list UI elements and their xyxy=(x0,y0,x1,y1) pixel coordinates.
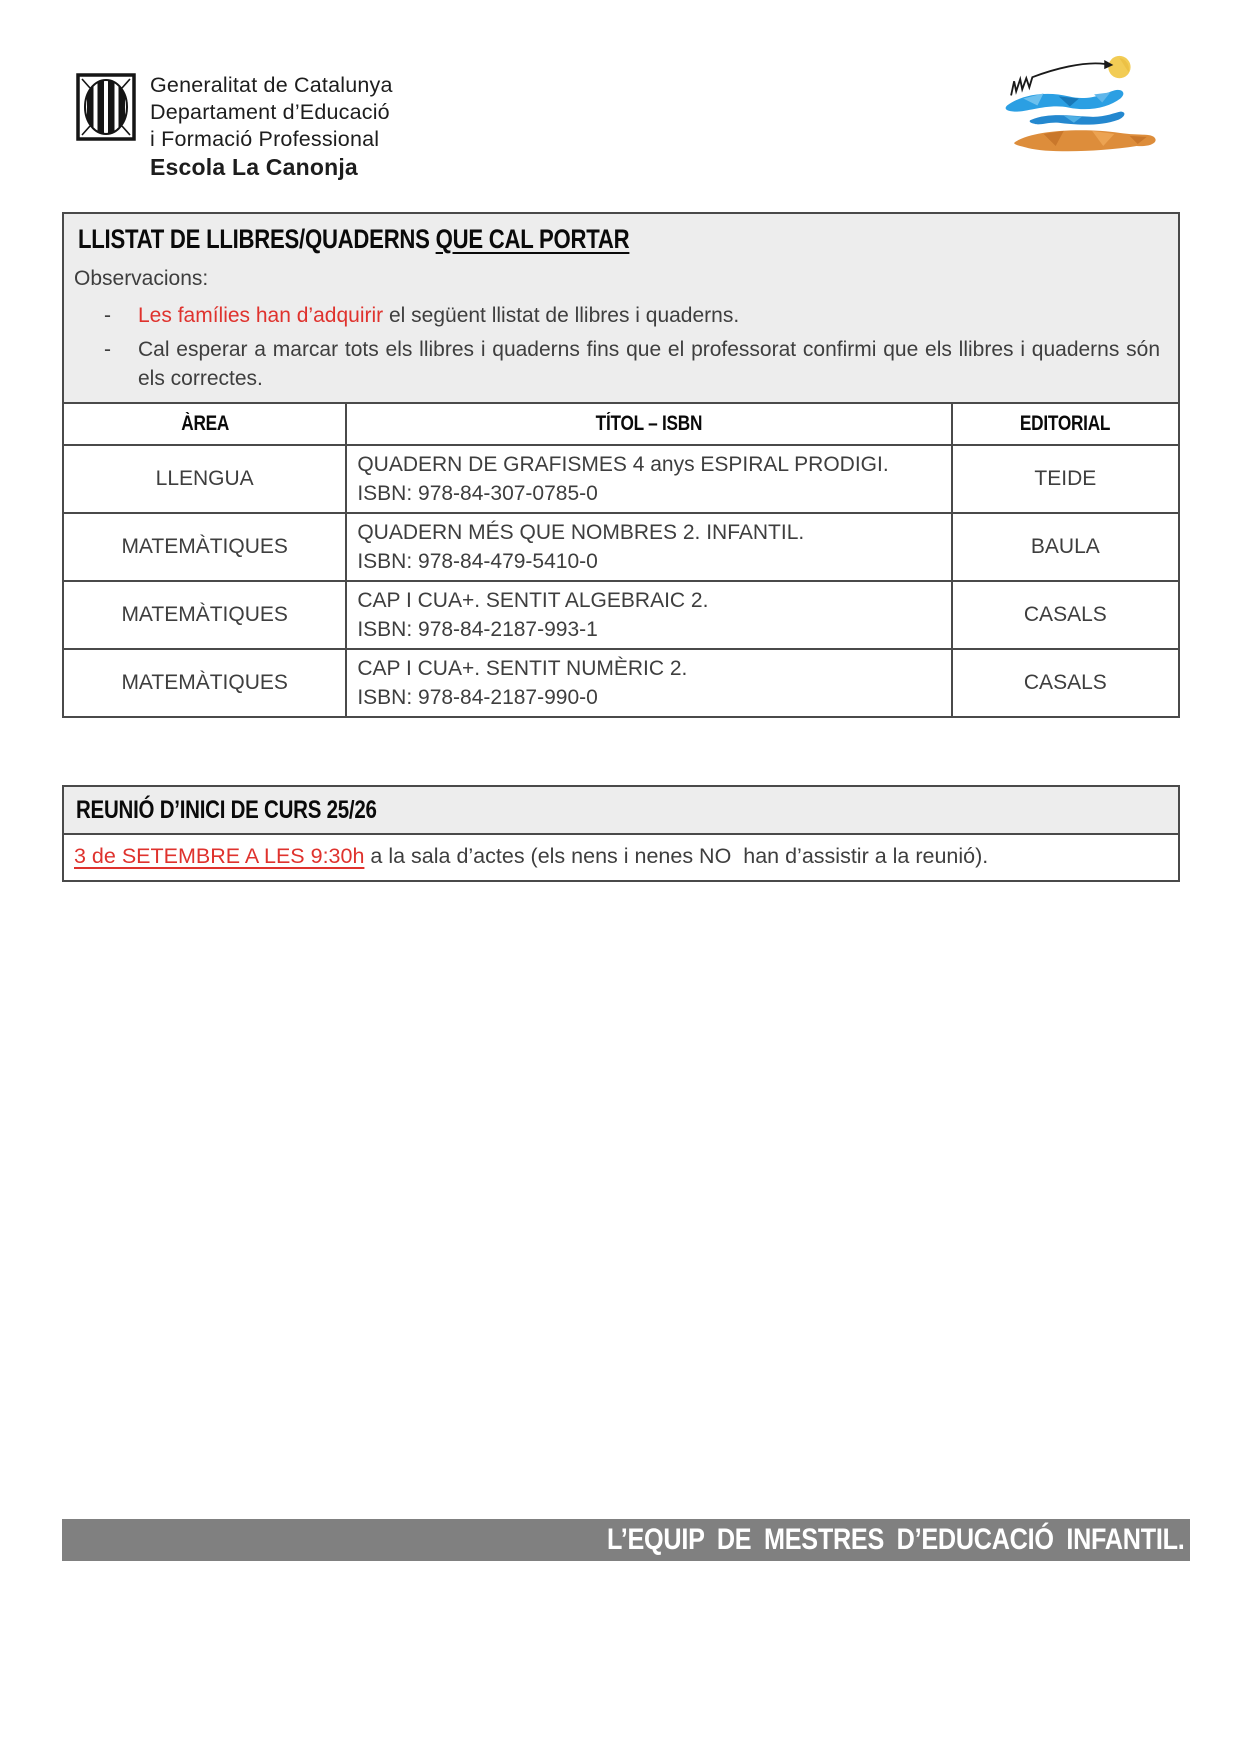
observation-item xyxy=(72,299,1168,333)
book-isbn: ISBN: 978-84-2187-990-0 xyxy=(357,686,598,709)
footer-banner xyxy=(62,1519,1190,1561)
books-observations-block xyxy=(64,214,1178,402)
book-title: CAP I CUA+. SENTIT ALGEBRAIC 2. xyxy=(357,589,709,612)
meeting-section-title: REUNIÓ D’INICI DE CURS 25/26 xyxy=(64,787,1178,835)
bullet-dash: - xyxy=(104,338,111,361)
meeting-detail-text: a la sala d’actes (els nens i nenes NO han d’assistir a la reunió). xyxy=(364,844,989,868)
table-row xyxy=(64,581,1178,649)
bullet-dash: - xyxy=(104,304,111,327)
editorial-cell: CASALS xyxy=(952,649,1178,716)
book-isbn: ISBN: 978-84-2187-993-1 xyxy=(357,618,598,641)
area-cell: MATEMÀTIQUES xyxy=(64,513,346,581)
area-cell: MATEMÀTIQUES xyxy=(64,649,346,716)
org-line-1: Generalitat de Catalunya xyxy=(150,73,393,97)
school-name: Escola La Canonja xyxy=(150,154,358,180)
book-isbn: ISBN: 978-84-479-5410-0 xyxy=(357,550,598,573)
editorial-cell: CASALS xyxy=(952,581,1178,649)
table-row xyxy=(64,649,1178,716)
title-underlined-part: QUE CAL PORTAR xyxy=(435,224,630,254)
school-beach-logo-icon xyxy=(1003,48,1165,156)
header-editorial: EDITORIAL xyxy=(952,403,1178,445)
table-header-row xyxy=(64,403,1178,445)
table-row xyxy=(64,445,1178,513)
observation-red-text: Les famílies han d’adquirir xyxy=(138,304,384,327)
title-plain-part: LLISTAT DE LLIBRES/QUADERNS xyxy=(78,224,436,254)
title-isbn-cell xyxy=(346,581,951,649)
generalitat-seal-icon xyxy=(76,72,136,142)
org-line-2: Departament d’Educació xyxy=(150,100,390,124)
table-row xyxy=(64,513,1178,581)
area-cell: LLENGUA xyxy=(64,445,346,513)
observation-text: Cal esperar a marcar tots els llibres i quaderns fins que el professorat confirmi que els llibres i quaderns són els correctes. xyxy=(138,338,1160,390)
book-title: CAP I CUA+. SENTIT NUMÈRIC 2. xyxy=(357,657,688,680)
editorial-cell: BAULA xyxy=(952,513,1178,581)
header-titol-isbn: TÍTOL – ISBN xyxy=(346,403,951,445)
book-isbn: ISBN: 978-84-307-0785-0 xyxy=(357,482,598,505)
title-isbn-cell xyxy=(346,513,951,581)
books-table xyxy=(64,402,1178,716)
observations-label: Observacions: xyxy=(74,267,209,290)
meeting-info-text xyxy=(64,835,1178,880)
area-cell: MATEMÀTIQUES xyxy=(64,581,346,649)
books-section-title xyxy=(72,222,1168,265)
document-header xyxy=(0,0,1241,200)
meeting-section xyxy=(62,785,1180,882)
org-line-3: i Formació Professional xyxy=(150,127,380,151)
title-isbn-cell xyxy=(346,649,951,716)
header-area: ÀREA xyxy=(64,403,346,445)
org-text-block xyxy=(150,72,393,182)
observation-text: el següent llistat de llibres i quaderns. xyxy=(383,304,740,327)
book-title: QUADERN DE GRAFISMES 4 anys ESPIRAL PRODIGI. xyxy=(357,453,889,476)
observation-item xyxy=(72,333,1168,396)
meeting-date-highlight: 3 de SETEMBRE A LES 9:30h xyxy=(74,844,365,868)
footer-banner-text: L’EQUIP DE MESTRES D’EDUCACIÓ INFANTIL. xyxy=(606,1523,1184,1556)
title-isbn-cell xyxy=(346,445,951,513)
books-section xyxy=(62,212,1180,718)
book-title: QUADERN MÉS QUE NOMBRES 2. INFANTIL. xyxy=(357,521,805,544)
editorial-cell: TEIDE xyxy=(952,445,1178,513)
